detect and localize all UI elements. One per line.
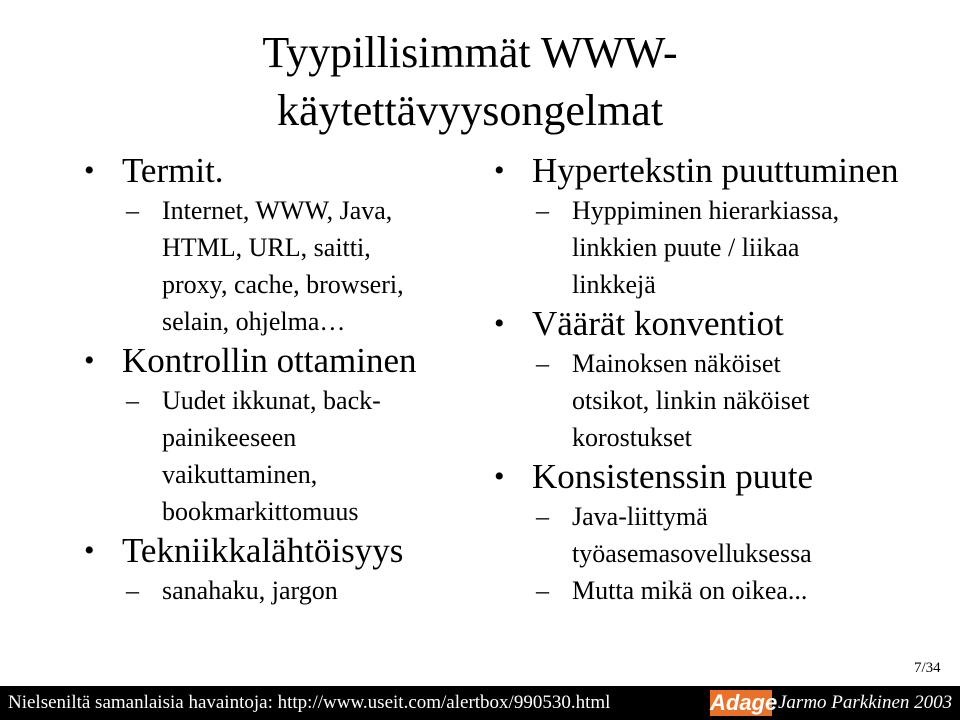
right-column [492, 150, 942, 609]
sub-line: Mainoksen näköiset [572, 349, 781, 378]
sub-item-hyppiminen [492, 192, 942, 303]
bullet-konventiot [492, 303, 942, 345]
sub-line: proxy, cache, browseri, [162, 270, 404, 299]
sub-line: selain, ohjelma… [162, 307, 346, 336]
sub-line: Hyppiminen hierarkiassa, [572, 196, 840, 225]
sub-item-sanahaku [82, 572, 482, 609]
bullet-text: Tekniikkalähtöisyys [122, 531, 404, 570]
sub-line: linkkien puute / liikaa [572, 233, 800, 262]
bullet-text: Kontrollin ottaminen [122, 341, 417, 380]
sub-item-oikea [492, 572, 942, 609]
sub-line: Internet, WWW, Java, [162, 196, 393, 225]
slide-title [200, 24, 740, 140]
sub-line: painikeeseen [162, 423, 297, 452]
bullet-icon: • [494, 460, 505, 493]
bullet-termit [82, 150, 482, 192]
dash-icon: – [536, 196, 549, 225]
bullet-icon: • [494, 154, 505, 187]
bullet-icon: • [494, 307, 505, 340]
dash-icon: – [536, 502, 549, 531]
sub-line: Uudet ikkunat, back- [162, 386, 381, 415]
footer-bar [0, 686, 960, 720]
sub-line: HTML, URL, saitti, [162, 233, 371, 262]
sub-line: korostukset [572, 423, 692, 452]
sub-line: linkkejä [572, 270, 656, 299]
bullet-hyperteksti [492, 150, 942, 192]
sub-line: työasemasovelluksessa [572, 539, 812, 568]
sub-line: Java-liittymä [572, 502, 708, 531]
sub-line: bookmarkittomuus [162, 497, 359, 526]
sub-item-mainokset [492, 345, 942, 456]
sub-item-terms [82, 192, 482, 340]
bullet-text: Hypertekstin puuttuminen [532, 151, 899, 190]
sub-line: Mutta mikä on oikea... [572, 576, 808, 605]
adage-logo: Adage [710, 690, 778, 715]
bullet-text: Väärät konventiot [532, 304, 784, 343]
dash-icon: – [126, 196, 139, 225]
bullet-konsistenssi [492, 456, 942, 498]
sub-item-java [492, 498, 942, 572]
sub-line: otsikot, linkin näköiset [572, 386, 810, 415]
sub-line: vaikuttaminen, [162, 460, 318, 489]
title-line-1: Tyypillisimmät WWW- [262, 28, 678, 77]
dash-icon: – [126, 386, 139, 415]
bullet-icon: • [84, 534, 95, 567]
bullet-icon: • [84, 154, 95, 187]
bullet-icon: • [84, 344, 95, 377]
bullet-text: Termit. [122, 151, 224, 190]
sub-item-ikkunat [82, 382, 482, 530]
title-line-2: käytettävyysongelmat [276, 86, 664, 135]
left-column [82, 150, 482, 609]
footer-author: Jarmo Parkkinen 2003 [778, 692, 953, 713]
dash-icon: – [126, 576, 139, 605]
bullet-text: Konsistenssin puute [532, 457, 813, 496]
footer-text: Nielseniltä samanlaisia havaintoja: http://www.useit.com/alertbox/990530.html [8, 692, 611, 713]
sub-line: sanahaku, jargon [162, 576, 338, 605]
page-number: 7/34 [914, 660, 941, 676]
bullet-kontrollin [82, 340, 482, 382]
dash-icon: – [536, 349, 549, 378]
dash-icon: – [536, 576, 549, 605]
bullet-tekniikka [82, 530, 482, 572]
